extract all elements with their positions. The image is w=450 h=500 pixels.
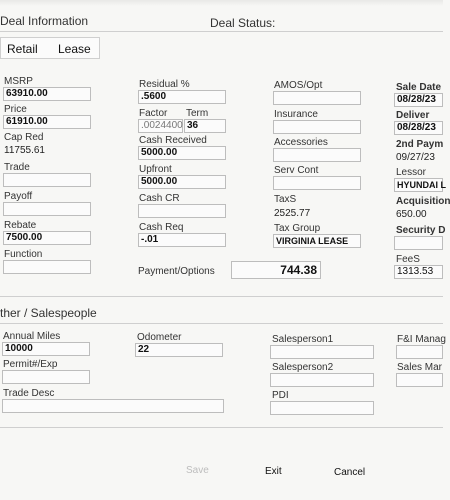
term-label: Term — [186, 108, 209, 119]
permit-exp-label: Permit#/Exp — [3, 359, 58, 370]
cash-cr-label: Cash CR — [139, 193, 180, 204]
deliver-field[interactable]: 08/28/23 — [394, 121, 443, 135]
function-label: Function — [4, 249, 43, 260]
cancel-button[interactable]: Cancel — [334, 467, 366, 478]
salesperson2-field[interactable] — [270, 373, 374, 387]
second-payment-value: 09/27/23 — [396, 152, 435, 163]
salesperson1-label: Salesperson1 — [272, 334, 334, 345]
top-edge — [0, 0, 443, 6]
sale-date-field[interactable]: 08/28/23 — [394, 93, 443, 107]
trade-desc-label: Trade Desc — [3, 388, 55, 399]
payoff-field[interactable] — [3, 202, 91, 216]
odometer-field[interactable]: 22 — [135, 343, 223, 357]
section-divider — [0, 296, 443, 297]
accessories-field[interactable] — [273, 148, 361, 162]
taxs-label: TaxS — [274, 194, 297, 205]
trade-desc-field[interactable] — [2, 399, 224, 413]
cash-received-label: Cash Received — [139, 135, 207, 146]
salesperson2-label: Salesperson2 — [272, 362, 334, 373]
pdi-label: PDI — [272, 390, 289, 401]
factor-label: Factor — [139, 108, 168, 119]
taxs-value: 2525.77 — [274, 208, 311, 219]
cap-red-value: 11755.61 — [4, 145, 45, 156]
amos-opt-label: AMOS/Opt — [274, 80, 323, 91]
msrp-label: MSRP — [4, 76, 33, 87]
upfront-label: Upfront — [139, 164, 172, 175]
sale-date-label: Sale Date — [396, 82, 442, 93]
fees-field[interactable]: 1313.53 — [394, 265, 443, 279]
msrp-field[interactable]: 63910.00 — [3, 87, 91, 101]
cash-cr-field[interactable] — [138, 204, 226, 218]
deliver-label: Deliver — [396, 110, 430, 121]
rebate-label: Rebate — [4, 220, 37, 231]
header-divider — [0, 31, 443, 32]
payment-options-field[interactable]: 744.38 — [231, 261, 321, 279]
fi-manager-label: F&I Manag — [397, 334, 446, 345]
rebate-field[interactable]: 7500.00 — [3, 231, 91, 245]
insurance-field[interactable] — [273, 120, 361, 134]
acquisition-value: 650.00 — [396, 209, 427, 220]
serv-cont-field[interactable] — [273, 176, 361, 190]
second-payment-label: 2nd Paym — [396, 139, 444, 150]
deal-status-heading: Deal Status: — [210, 16, 276, 30]
footer-divider — [0, 427, 443, 428]
amos-opt-field[interactable] — [273, 91, 361, 105]
acquisition-label: Acquisition — [396, 196, 450, 207]
lease-option[interactable]: Lease — [58, 42, 91, 56]
trade-label: Trade — [4, 162, 30, 173]
residual-label: Residual % — [139, 79, 190, 90]
fi-manager-field[interactable] — [396, 345, 443, 359]
other-salespeople-heading: ther / Salespeople — [0, 306, 97, 320]
security-deposit-label: Security D — [396, 225, 446, 236]
cash-req-label: Cash Req — [139, 222, 184, 233]
lessor-field[interactable]: HYUNDAI L — [394, 178, 443, 192]
section-divider-2 — [0, 323, 443, 324]
tax-group-label: Tax Group — [274, 223, 321, 234]
cap-red-label: Cap Red — [4, 132, 44, 143]
fees-label: FeeS — [396, 254, 420, 265]
tax-group-field[interactable]: VIRGINIA LEASE — [273, 234, 361, 248]
permit-exp-field[interactable] — [2, 370, 90, 384]
cash-received-field[interactable]: 5000.00 — [138, 146, 226, 160]
retail-option[interactable]: Retail — [7, 42, 38, 56]
lessor-label: Lessor — [396, 167, 427, 178]
payment-options-label: Payment/Options — [138, 266, 215, 277]
upfront-field[interactable]: 5000.00 — [138, 175, 226, 189]
pdi-field[interactable] — [270, 401, 374, 415]
deal-type-toggle — [0, 37, 100, 59]
term-field[interactable]: 36 — [184, 119, 226, 133]
insurance-label: Insurance — [274, 109, 318, 120]
trade-field[interactable] — [3, 173, 91, 187]
price-label: Price — [4, 104, 27, 115]
annual-miles-label: Annual Miles — [3, 331, 61, 342]
function-field[interactable] — [3, 260, 91, 274]
payoff-label: Payoff — [4, 191, 33, 202]
price-field[interactable]: 61910.00 — [3, 115, 91, 129]
sales-manager-field[interactable] — [396, 373, 443, 387]
sales-manager-label: Sales Mar — [397, 362, 443, 373]
serv-cont-label: Serv Cont — [274, 165, 319, 176]
salesperson1-field[interactable] — [270, 345, 374, 359]
security-deposit-field[interactable] — [394, 236, 443, 250]
deal-information-heading: Deal Information — [0, 14, 89, 28]
factor-field[interactable]: .0024400 — [138, 119, 183, 133]
cash-req-field[interactable]: -.01 — [138, 233, 226, 247]
save-button[interactable]: Save — [186, 465, 209, 476]
exit-button[interactable]: Exit — [265, 466, 282, 477]
annual-miles-field[interactable]: 10000 — [2, 342, 90, 356]
odometer-label: Odometer — [137, 332, 182, 343]
accessories-label: Accessories — [274, 137, 328, 148]
residual-field[interactable]: .5600 — [138, 90, 226, 104]
